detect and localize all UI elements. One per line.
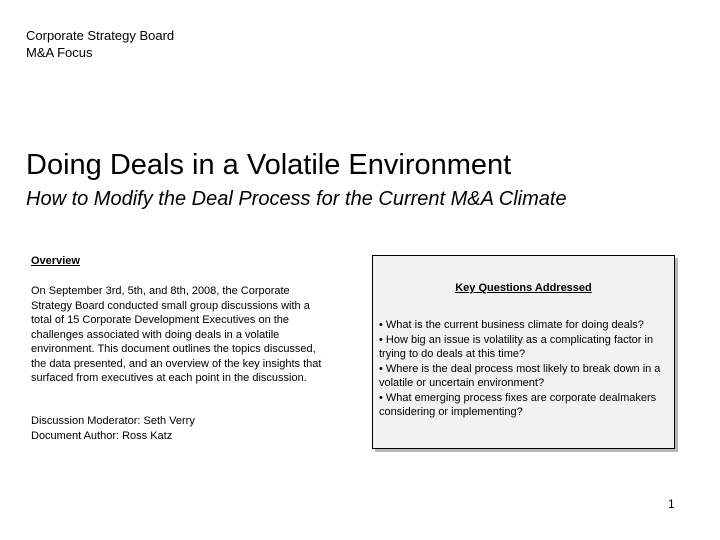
key-question-item: • What is the current business climate for doing deals?: [379, 319, 644, 331]
author-credit: Document Author: Ross Katz: [31, 429, 173, 442]
page-title: Doing Deals in a Volatile Environment: [26, 149, 512, 181]
overview-heading: Overview: [31, 255, 80, 267]
key-question-item: • How big an issue is volatility as a complicating factor in trying to do deals at this time?: [379, 333, 654, 360]
org-name: Corporate Strategy Board: [26, 28, 175, 43]
document-credits: [31, 414, 195, 443]
key-question-item: • What emerging process fixes are corporate dealmakers considering or implementing?: [379, 391, 657, 418]
overview-body: On September 3rd, 5th, and 8th, 2008, the Corporate Strategy Board conducted small group discussions with a total of 15 Corporate Development Executives on the challenges associated with doing deals in a volatile environment. This document outlines the topics discussed, the data presented, and an overview of the key insights that surfaced from executives at each point in the discussion.: [31, 285, 322, 384]
key-question-item: • Where is the deal process most likely to break down in a volatile or uncertain environment?: [379, 362, 661, 389]
moderator-credit: Discussion Moderator: Seth Verry: [31, 415, 195, 427]
page-number: 1: [668, 497, 675, 511]
organization-header: [26, 27, 174, 61]
key-questions-heading: Key Questions Addressed: [455, 282, 592, 294]
key-questions-box: [372, 255, 675, 449]
key-questions-list: [379, 318, 668, 420]
org-focus: M&A Focus: [26, 45, 93, 60]
page-subtitle: How to Modify the Deal Process for the Current M&A Climate: [26, 188, 567, 210]
